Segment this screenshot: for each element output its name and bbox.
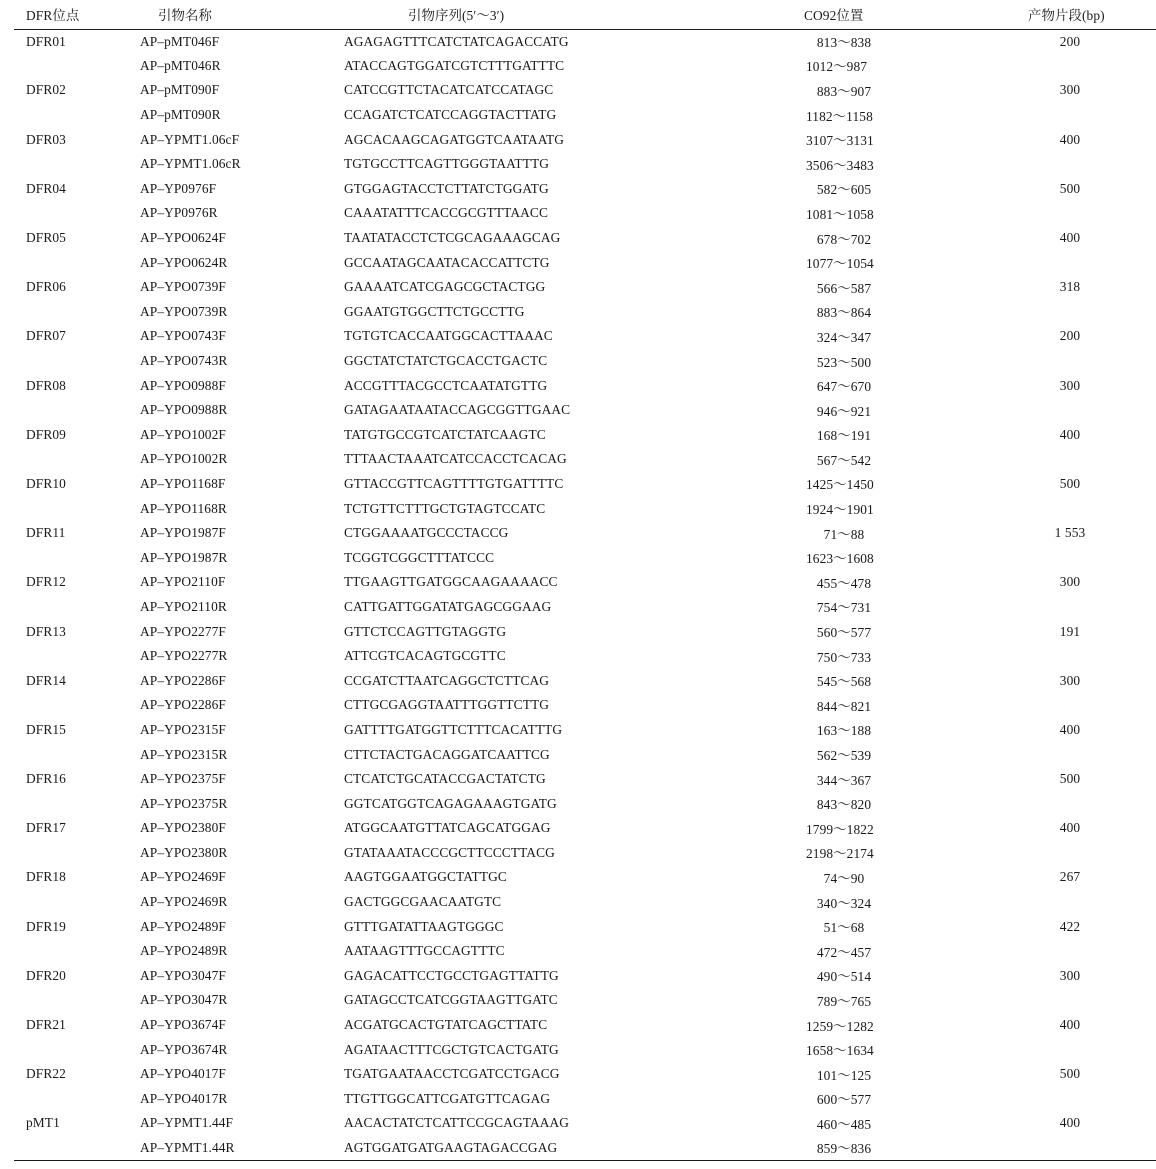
co92-position-cell: 946～921 [816, 403, 872, 419]
locus-cell [14, 742, 132, 767]
locus-cell [14, 1037, 132, 1062]
table-row [14, 545, 1156, 570]
product-size-cell [994, 644, 1156, 669]
primer-name-cell: AP–YP0976R [140, 205, 218, 221]
primer-name-cell: AP–pMT046F [140, 33, 220, 49]
product-size-cell: 1 553 [1054, 525, 1086, 541]
primer-name-cell: AP–YPO2277F [140, 623, 226, 639]
co92-position-cell: 344～367 [816, 772, 872, 788]
locus-cell [14, 496, 132, 521]
co92-position-cell: 163～188 [816, 723, 872, 739]
locus-cell: DFR09 [26, 426, 66, 442]
primer-sequence-cell: ATTCGTCACAGTGCGTTC [344, 648, 506, 664]
primer-table [14, 0, 1156, 1161]
co92-position-cell: 523～500 [816, 354, 872, 370]
product-size-cell: 300 [1059, 672, 1081, 688]
co92-position-cell: 678～702 [816, 231, 872, 247]
primer-name-cell: AP–YPO2380R [140, 844, 228, 860]
header-primer-name: 引物名称 [132, 0, 344, 29]
table-row [14, 373, 1156, 398]
primer-sequence-cell: CTGGAAAATGCCCTACCG [344, 525, 509, 541]
header-row [14, 0, 1156, 29]
locus-cell [14, 1136, 132, 1161]
co92-position-cell: 1012～987 [806, 59, 868, 75]
table-row [14, 103, 1156, 128]
product-size-cell [994, 54, 1156, 79]
locus-cell: DFR20 [26, 967, 66, 983]
table-row [14, 29, 1156, 54]
co92-position-cell: 71～88 [823, 526, 865, 542]
table-row [14, 791, 1156, 816]
primer-name-cell: AP–YPO2469R [140, 894, 228, 910]
product-size-cell [994, 496, 1156, 521]
primer-name-cell: AP–YPO2489F [140, 918, 226, 934]
primer-sequence-cell: TGTGCCTTCAGTTGGGTAATTTG [344, 156, 550, 172]
header-locus: DFR位点 [14, 0, 132, 29]
locus-cell: DFR10 [26, 475, 66, 491]
locus-cell: DFR01 [26, 33, 66, 49]
primer-name-cell: AP–YPMT1.06cF [140, 131, 240, 147]
locus-cell [14, 349, 132, 374]
locus-cell [14, 693, 132, 718]
table-row [14, 865, 1156, 890]
locus-cell [14, 644, 132, 669]
locus-cell [14, 250, 132, 275]
primer-sequence-cell: CTCATCTGCATACCGACTATCTG [344, 771, 546, 787]
product-size-cell: 422 [1059, 918, 1081, 934]
primer-sequence-cell: TAATATACCTCTCGCAGAAAGCAG [344, 230, 561, 246]
locus-cell: DFR18 [26, 869, 66, 885]
product-size-cell: 300 [1059, 574, 1081, 590]
co92-position-cell: 101～125 [816, 1067, 872, 1083]
primer-name-cell: AP–YPO1002R [140, 451, 228, 467]
product-size-cell [994, 988, 1156, 1013]
locus-cell [14, 103, 132, 128]
co92-position-cell: 324～347 [816, 329, 872, 345]
primer-sequence-cell: GACTGGCGAACAATGTC [344, 894, 502, 910]
co92-position-cell: 813～838 [816, 35, 872, 51]
primer-sequence-cell: GATAGAATAATACCAGCGGTTGAAC [344, 402, 571, 418]
table-row [14, 816, 1156, 841]
product-size-cell [994, 201, 1156, 226]
primer-sequence-cell: GTTTGATATTAAGTGGGC [344, 918, 504, 934]
table-row [14, 78, 1156, 103]
table-row [14, 447, 1156, 472]
primer-name-cell: AP–YPO2489R [140, 943, 228, 959]
co92-position-cell: 560～577 [816, 625, 872, 641]
table-row [14, 423, 1156, 448]
locus-cell: DFR16 [26, 771, 66, 787]
co92-position-cell: 1623～1608 [806, 551, 874, 567]
primer-name-cell: AP–YPO1002F [140, 426, 226, 442]
table-row [14, 324, 1156, 349]
product-size-cell [994, 1136, 1156, 1161]
table-row [14, 250, 1156, 275]
primer-sequence-cell: CATTGATTGGATATGAGCGGAAG [344, 598, 552, 614]
co92-position-cell: 600～577 [816, 1092, 872, 1108]
primer-name-cell: AP–YPO3047F [140, 967, 226, 983]
primer-sequence-cell: GATAGCCTCATCGGTAAGTTGATC [344, 992, 558, 1008]
product-size-cell: 500 [1059, 180, 1081, 196]
primer-sequence-cell: TATGTGCCGTCATCTATCAAGTC [344, 426, 546, 442]
primer-name-cell: AP–YP0976F [140, 180, 217, 196]
locus-cell [14, 398, 132, 423]
primer-sequence-cell: GTGGAGTACCTCTTATCTGGATG [344, 180, 549, 196]
co92-position-cell: 1182～1158 [806, 108, 873, 124]
table-row [14, 644, 1156, 669]
primer-sequence-cell: ATACCAGTGGATCGTCTTTGATTTC [344, 57, 565, 73]
primer-sequence-cell: ATGGCAATGTTATCAGCATGGAG [344, 820, 551, 836]
table-row [14, 693, 1156, 718]
table-row [14, 127, 1156, 152]
table-row [14, 964, 1156, 989]
table-row [14, 349, 1156, 374]
locus-cell: DFR03 [26, 131, 66, 147]
primer-name-cell: AP–YPO0988F [140, 377, 226, 393]
product-size-cell [994, 103, 1156, 128]
co92-position-cell: 647～670 [816, 379, 872, 395]
table-row [14, 595, 1156, 620]
co92-position-cell: 1077～1054 [806, 256, 874, 272]
primer-name-cell: AP–YPO4017R [140, 1090, 228, 1106]
locus-cell: DFR05 [26, 230, 66, 246]
product-size-cell: 400 [1059, 1017, 1081, 1033]
locus-cell [14, 300, 132, 325]
table-row [14, 988, 1156, 1013]
primer-sequence-cell: ACCGTTTACGCCTCAATATGTTG [344, 377, 548, 393]
table-row [14, 1136, 1156, 1161]
locus-cell: DFR07 [26, 328, 66, 344]
primer-name-cell: AP–YPMT1.06cR [140, 156, 241, 172]
primer-name-cell: AP–YPO2110R [140, 598, 227, 614]
primer-sequence-cell: AGTGGATGATGAAGTAGACCGAG [344, 1136, 714, 1161]
table-row [14, 472, 1156, 497]
primer-name-cell: AP–YPO0743R [140, 353, 228, 369]
primer-name-cell: AP–YPO2110F [140, 574, 226, 590]
primer-sequence-cell: GAAAATCATCGAGCGCTACTGG [344, 279, 546, 295]
product-size-cell: 400 [1059, 131, 1081, 147]
primer-sequence-cell: AAGTGGAATGGCTATTGC [344, 869, 507, 885]
locus-cell [14, 988, 132, 1013]
primer-name-cell: AP–YPO4017F [140, 1066, 226, 1082]
primer-sequence-cell: TGTGTCACCAATGGCACTTAAAC [344, 328, 553, 344]
table-row [14, 570, 1156, 595]
primer-sequence-cell: GGAATGTGGCTTCTGCCTTG [344, 303, 525, 319]
locus-cell [14, 595, 132, 620]
primer-sequence-cell: TGATGAATAACCTCGATCCTGACG [344, 1066, 560, 1082]
product-size-cell [994, 447, 1156, 472]
primer-name-cell: AP–YPO3047R [140, 992, 228, 1008]
primer-name-cell: AP–YPO2286F [140, 672, 226, 688]
locus-cell: pMT1 [26, 1115, 60, 1131]
locus-cell [14, 939, 132, 964]
table-row [14, 177, 1156, 202]
product-size-cell [994, 890, 1156, 915]
table-row [14, 201, 1156, 226]
locus-cell: DFR14 [26, 672, 66, 688]
primer-name-cell: AP–YPO2315F [140, 721, 226, 737]
primer-name-cell: AP–YPO1987F [140, 525, 226, 541]
primer-sequence-cell: CATCCGTTCTACATCATCCATAGC [344, 82, 554, 98]
co92-position-cell: 460～485 [816, 1116, 872, 1132]
locus-cell [14, 890, 132, 915]
primer-sequence-cell: GGTCATGGTCAGAGAAAGTGATG [344, 795, 557, 811]
table-row [14, 718, 1156, 743]
table-body [14, 29, 1156, 1160]
locus-cell [14, 841, 132, 866]
table-row [14, 152, 1156, 177]
co92-position-cell: 455～478 [816, 575, 872, 591]
primer-sequence-cell: GCCAATAGCAATACACCATTCTG [344, 254, 550, 270]
co92-position-cell: 754～731 [816, 600, 872, 616]
co92-position-cell: 472～457 [816, 944, 872, 960]
co92-position-cell: 1425～1450 [806, 477, 874, 493]
table-row [14, 300, 1156, 325]
product-size-cell [994, 791, 1156, 816]
co92-position-cell: 1924～1901 [806, 502, 874, 518]
locus-cell [14, 152, 132, 177]
primer-sequence-cell: CTTGCGAGGTAATTTGGTTCTTG [344, 697, 550, 713]
primer-name-cell: AP–pMT090F [140, 82, 220, 98]
product-size-cell [994, 595, 1156, 620]
primer-sequence-cell: TTGAAGTTGATGGCAAGAAAACC [344, 574, 558, 590]
co92-position-cell: 750～733 [816, 649, 872, 665]
co92-position-cell: 74～90 [823, 870, 865, 886]
co92-position-cell: 859～836 [714, 1136, 994, 1161]
co92-position-cell: 340～324 [816, 895, 872, 911]
primer-sequence-cell: AATAAGTTTGCCAGTTTC [344, 943, 505, 959]
locus-cell [14, 201, 132, 226]
product-size-cell: 318 [1059, 279, 1081, 295]
co92-position-cell: 1658～1634 [806, 1043, 874, 1059]
locus-cell: DFR22 [26, 1066, 66, 1082]
primer-name-cell: AP–YPO0624R [140, 254, 228, 270]
primer-sequence-cell: ACGATGCACTGTATCAGCTTATC [344, 1017, 548, 1033]
primer-sequence-cell: GTATAAATACCCGCTTCCCTTACG [344, 844, 555, 860]
primer-name-cell: AP–YPO2277R [140, 648, 228, 664]
product-size-cell [994, 152, 1156, 177]
table-row [14, 742, 1156, 767]
table-row [14, 54, 1156, 79]
product-size-cell [994, 742, 1156, 767]
table-row [14, 398, 1156, 423]
product-size-cell [994, 693, 1156, 718]
product-size-cell: 400 [1059, 1115, 1081, 1131]
table-header [14, 0, 1156, 29]
header-product-size: 产物片段(bp) [994, 0, 1156, 29]
product-size-cell: 500 [1059, 1066, 1081, 1082]
co92-position-cell: 1081～1058 [806, 206, 874, 222]
table-row [14, 226, 1156, 251]
product-size-cell: 267 [1059, 869, 1081, 885]
table-row [14, 914, 1156, 939]
table-row [14, 275, 1156, 300]
primer-name-cell: AP–YPMT1.44R [132, 1136, 344, 1161]
primer-name-cell: AP–YPO3674R [140, 1041, 228, 1057]
co92-position-cell: 582～605 [816, 182, 872, 198]
co92-position-cell: 566～587 [816, 280, 872, 296]
primer-name-cell: AP–pMT090R [140, 107, 221, 123]
primer-sequence-cell: GAGACATTCCTGCCTGAGTTATTG [344, 967, 559, 983]
primer-name-cell: AP–YPO2469F [140, 869, 226, 885]
locus-cell: DFR02 [26, 82, 66, 98]
locus-cell [14, 545, 132, 570]
locus-cell: DFR21 [26, 1017, 66, 1033]
primer-name-cell: AP–pMT046R [140, 57, 221, 73]
product-size-cell: 191 [1059, 623, 1081, 639]
product-size-cell [994, 300, 1156, 325]
primer-sequence-cell: TCTGTTCTTTGCTGTAGTCCATC [344, 500, 546, 516]
product-size-cell [994, 1037, 1156, 1062]
locus-cell [14, 447, 132, 472]
co92-position-cell: 1259～1282 [806, 1018, 874, 1034]
primer-sequence-cell: TTTAACTAAATCATCCACCTCACAG [344, 451, 567, 467]
product-size-cell: 300 [1059, 377, 1081, 393]
primer-sequence-cell: GTTACCGTTCAGTTTTGTGATTTTC [344, 475, 564, 491]
product-size-cell: 200 [1059, 328, 1081, 344]
locus-cell: DFR08 [26, 377, 66, 393]
header-co92-position: CO92位置 [714, 0, 994, 29]
locus-cell: DFR13 [26, 623, 66, 639]
primer-name-cell: AP–YPO0624F [140, 230, 226, 246]
table-row [14, 939, 1156, 964]
primer-name-cell: AP–YPO0739F [140, 279, 226, 295]
table-row [14, 521, 1156, 546]
product-size-cell [994, 398, 1156, 423]
primer-sequence-cell: AGCACAAGCAGATGGTCAATAATG [344, 131, 565, 147]
co92-position-cell: 3506～3483 [806, 157, 874, 173]
primer-sequence-cell: AACACTATCTCATTCCGCAGTAAAG [344, 1115, 570, 1131]
product-size-cell [994, 841, 1156, 866]
primer-sequence-cell: GTTCTCCAGTTGTAGGTG [344, 623, 507, 639]
product-size-cell [994, 545, 1156, 570]
primer-sequence-cell: AGAGAGTTTCATCTATCAGACCATG [344, 33, 569, 49]
product-size-cell: 400 [1059, 721, 1081, 737]
primer-name-cell: AP–YPMT1.44F [140, 1115, 234, 1131]
co92-position-cell: 545～568 [816, 674, 872, 690]
locus-cell: DFR11 [26, 525, 66, 541]
primer-sequence-cell: AGATAACTTTCGCTGTCACTGATG [344, 1041, 559, 1057]
co92-position-cell: 1799～1822 [806, 821, 874, 837]
co92-position-cell: 789～765 [816, 993, 872, 1009]
locus-cell [14, 54, 132, 79]
product-size-cell: 400 [1059, 820, 1081, 836]
co92-position-cell: 883～907 [816, 83, 872, 99]
table-row [14, 1111, 1156, 1136]
primer-name-cell: AP–YPO2375R [140, 795, 228, 811]
primer-sequence-cell: CAAATATTTCACCGCGTTTAACC [344, 205, 548, 221]
table-row [14, 1037, 1156, 1062]
table-row [14, 841, 1156, 866]
locus-cell [14, 791, 132, 816]
primer-name-cell: AP–YPO0743F [140, 328, 226, 344]
product-size-cell: 300 [1059, 967, 1081, 983]
co92-position-cell: 2198～2174 [806, 846, 874, 862]
primer-name-cell: AP–YPO2286F [140, 697, 226, 713]
co92-position-cell: 883～864 [816, 305, 872, 321]
primer-sequence-cell: CTTCTACTGACAGGATCAATTCG [344, 746, 550, 762]
product-size-cell [994, 1087, 1156, 1112]
product-size-cell: 200 [1059, 33, 1081, 49]
locus-cell: DFR17 [26, 820, 66, 836]
primer-name-cell: AP–YPO0988R [140, 402, 228, 418]
primer-sequence-cell: TTGTTGGCATTCGATGTTCAGAG [344, 1090, 551, 1106]
primer-name-cell: AP–YPO0739R [140, 303, 228, 319]
table-row [14, 1087, 1156, 1112]
locus-cell: DFR12 [26, 574, 66, 590]
table-row [14, 767, 1156, 792]
product-size-cell: 500 [1059, 771, 1081, 787]
locus-cell: DFR04 [26, 180, 66, 196]
header-primer-sequence: 引物序列(5′～3′) [344, 0, 714, 29]
co92-position-cell: 168～191 [816, 428, 872, 444]
table-row [14, 496, 1156, 521]
product-size-cell: 400 [1059, 426, 1081, 442]
primer-sequence-cell: TCGGTCGGCTTTATCCC [344, 549, 495, 565]
co92-position-cell: 490～514 [816, 969, 872, 985]
table-row [14, 668, 1156, 693]
product-size-cell: 300 [1059, 82, 1081, 98]
primer-name-cell: AP–YPO1168R [140, 500, 227, 516]
primer-sequence-cell: CCAGATCTCATCCAGGTACTTATG [344, 107, 557, 123]
primer-name-cell: AP–YPO2315R [140, 746, 228, 762]
co92-position-cell: 567～542 [816, 452, 872, 468]
co92-position-cell: 51～68 [823, 920, 865, 936]
table-row [14, 1062, 1156, 1087]
primer-sequence-cell: GGCTATCTATCTGCACCTGACTC [344, 353, 548, 369]
product-size-cell [994, 349, 1156, 374]
table-row [14, 890, 1156, 915]
locus-cell [14, 1087, 132, 1112]
product-size-cell [994, 939, 1156, 964]
primer-name-cell: AP–YPO1987R [140, 549, 228, 565]
primer-name-cell: AP–YPO1168F [140, 475, 226, 491]
primer-name-cell: AP–YPO2380F [140, 820, 226, 836]
primer-name-cell: AP–YPO2375F [140, 771, 226, 787]
product-size-cell: 500 [1059, 475, 1081, 491]
product-size-cell [994, 250, 1156, 275]
product-size-cell: 400 [1059, 230, 1081, 246]
locus-cell: DFR06 [26, 279, 66, 295]
co92-position-cell: 562～539 [816, 748, 872, 764]
table-row [14, 619, 1156, 644]
locus-cell: DFR19 [26, 918, 66, 934]
locus-cell: DFR15 [26, 721, 66, 737]
table-row [14, 1013, 1156, 1038]
co92-position-cell: 844～821 [816, 698, 872, 714]
primer-sequence-cell: CCGATCTTAATCAGGCTCTTCAG [344, 672, 550, 688]
primer-name-cell: AP–YPO3674F [140, 1017, 226, 1033]
co92-position-cell: 3107～3131 [806, 133, 874, 149]
co92-position-cell: 843～820 [816, 797, 872, 813]
primer-sequence-cell: GATTTTGATGGTTCTTTCACATTTG [344, 721, 563, 737]
